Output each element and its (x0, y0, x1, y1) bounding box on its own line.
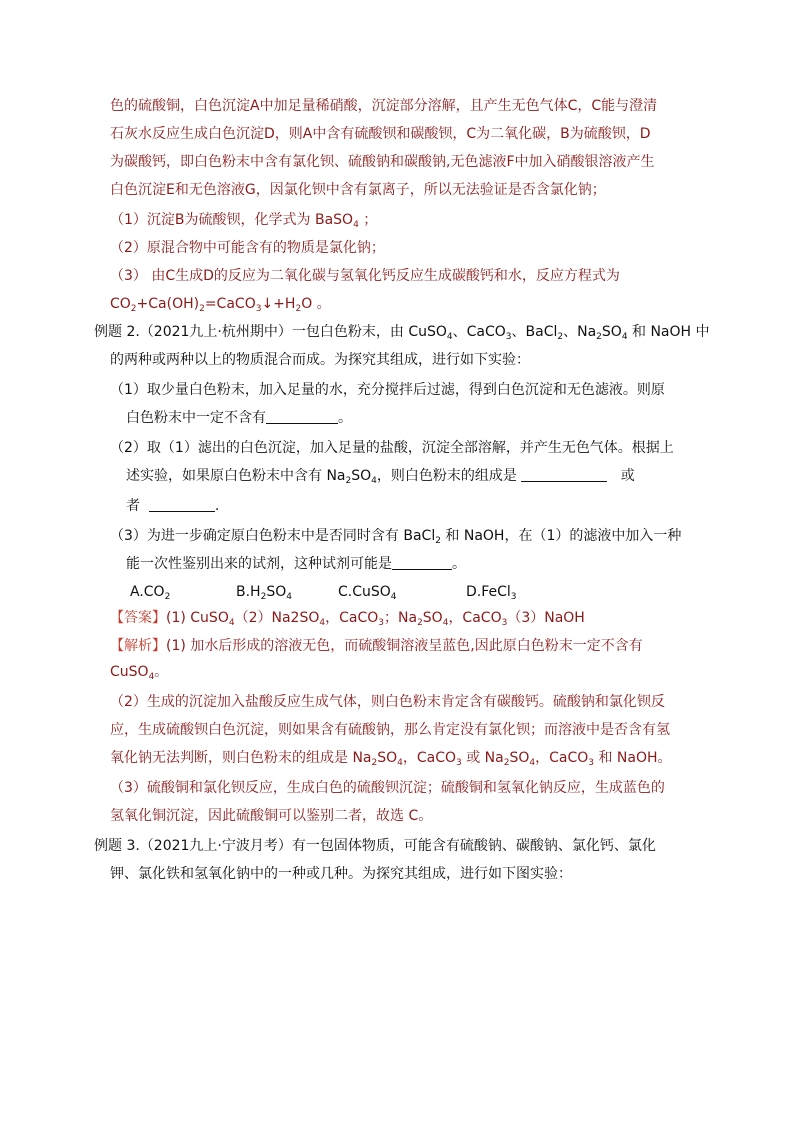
ex1-line-3: 为碳酸钙，即白色粉末中含有氯化钡、硫酸钠和碳酸钠,无色滤液F中加入硝酸银溶液产生 (110, 154, 655, 170)
ex1-answer-2: （2）原混合物中可能含有的物质是氯化钠； (110, 240, 385, 256)
answer-line: 【答案】(1) $CuSO_4(2)Na2SO_4$，CaCO$_3$；$Na_2SO_4$，CaCO$_3$（3）NaOH (110, 610, 585, 628)
ex3-line-2: 钾、氯化铁和氢氧化钠中的一种或几种。为探究其组成，进行如下图实验： (110, 866, 572, 882)
ex2-line-2: 的两种或两种以上的物质混合而成。为探究其组成，进行如下实验： (110, 352, 530, 368)
ex2-q2-line-2: 述实验，如果原白色粉末中含有 $Na_2SO_4$，则白色粉末的组成是 或 (126, 468, 635, 486)
option-d[interactable]: D.FeCl$_3$ (466, 584, 517, 602)
ex1-answer-3: （3） 由C生成D的反应为二氧化碳与氢氧化钙反应生成碳酸钙和水，反应方程式为 (110, 268, 620, 284)
ex1-line-4: 白色沉淀E和无色溶液G，因氯化钡中含有氯离子，所以无法验证是否含氯化钠； (110, 182, 606, 198)
answer-blank-3[interactable] (149, 497, 215, 512)
explanation-3-line-2: 氢氧化铜沉淀，因此硫酸铜可以鉴别二者，故选 C。 (110, 808, 433, 824)
ex1-answer-1: （1）沉淀B为硫酸钡，化学式为 BaSO$_4$ ； (110, 212, 378, 230)
explanation-2-line-3: 氧化钠无法判断，则白色粉末的组成是 $Na_2SO_4$，CaCO$_3$ 或 $Na_2SO_4$，CaCO$_3$ 和 NaOH。 (110, 750, 672, 768)
explanation-line-2: CuSO$_4$。 (110, 664, 169, 682)
explanation-tag: 【解析】 (110, 638, 166, 654)
ex1-line-2: 石灰水反应生成白色沉淀D，则A中含有硫酸钡和碳酸钡，C为二氧化碳，B为硫酸钡，D (110, 126, 651, 142)
explanation-3-line-1: （3）硫酸铜和氯化钡反应，生成白色的硫酸钡沉淀；硫酸铜和氢氧化钠反应，生成蓝色的 (110, 780, 665, 796)
option-c[interactable]: C.CuSO$_4$ (338, 584, 397, 602)
answer-blank-4[interactable] (392, 555, 452, 570)
answer-blank-2[interactable] (521, 467, 607, 482)
option-a[interactable]: $A.CO_2$ (130, 584, 171, 602)
explanation-2-line-1: （2）生成的沉淀加入盐酸反应生成气体，则白色粉末肯定含有碳酸钙。硫酸钠和氯化钡反 (110, 694, 665, 710)
ex2-heading: 例题 2.（2021九上·杭州期中）一包白色粉末，由 CuSO$_4$、CaCO$_3$、BaCl$_2$、$Na_2SO_4$ 和 NaOH 中 (94, 324, 710, 342)
ex2-q1-line-2: 白色粉末中一定不含有 。 (126, 410, 352, 426)
ex1-line-1: 色的硫酸铜，白色沉淀A中加足量稀硝酸，沉淀部分溶解，且产生无色气体C，C能与澄清 (110, 98, 658, 114)
ex2-q2-line-1: （2）取（1）滤出的白色沉淀，加入足量的盐酸，沉淀全部溶解，并产生无色气体。根据上 (110, 440, 674, 456)
option-b[interactable]: $B.H_2SO_4$ (236, 584, 292, 602)
ex2-q2-line-3: 者 . (126, 498, 220, 514)
ex1-equation: $CO_2+Ca(OH)_2=CaCO_3↓+H_2O$ 。 (110, 296, 331, 314)
explanation-line-1: 【解析】(1) 加水后形成的溶液无色，而硫酸铜溶液呈蓝色,因此原白色粉末一定不含有 (110, 638, 643, 654)
ex3-heading: 例题 3.（2021九上·宁波月考）有一包固体物质，可能含有硫酸钠、碳酸钠、氯化钙、氯化 (94, 838, 656, 854)
explanation-2-line-2: 应，生成硫酸钡白色沉淀，则如果含有硫酸钠，那么肯定没有氯化钡；而溶液中是否含有氢 (110, 722, 670, 738)
ex2-q3-line-1: （3）为进一步确定原白色粉末中是否同时含有 BaCl$_2$ 和 NaOH，在（1）的滤液中加入一种 (110, 528, 682, 546)
answer-blank-1[interactable] (266, 409, 338, 424)
answer-tag: 【答案】 (110, 610, 166, 626)
ex2-q3-line-2: 能一次性鉴别出来的试剂，这种试剂可能是 。 (126, 556, 466, 572)
ex2-q1-line-1: （1）取少量白色粉末，加入足量的水，充分搅拌后过滤，得到白色沉淀和无色滤液。则原 (110, 382, 665, 398)
